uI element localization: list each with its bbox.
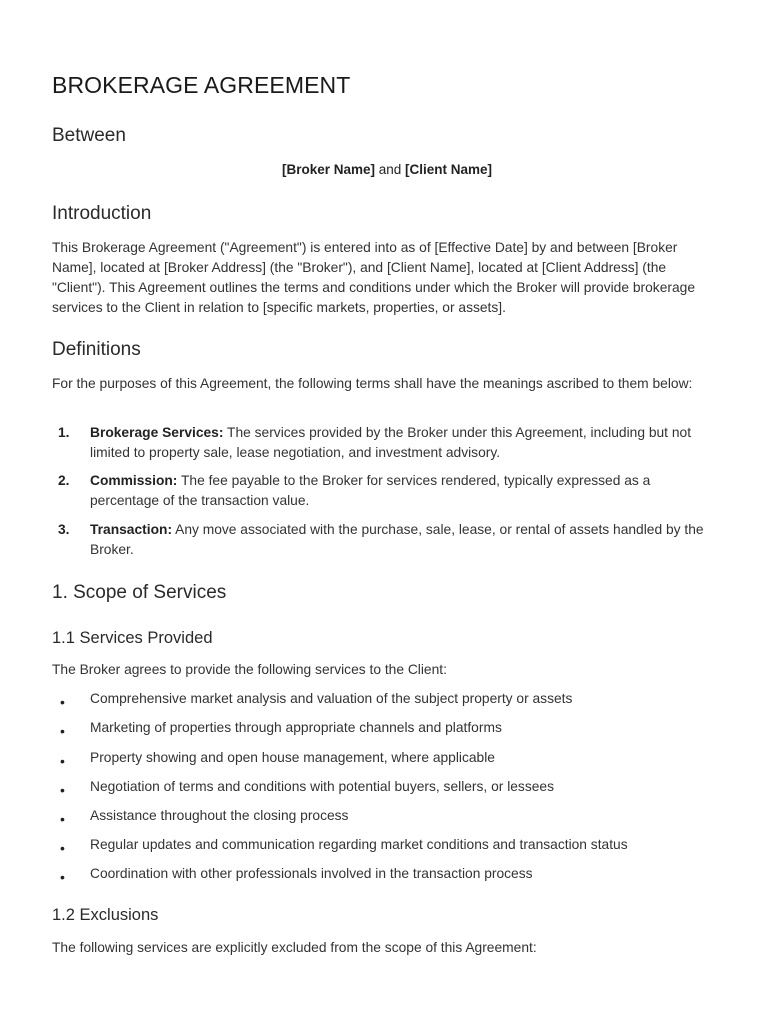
service-item-text: Assistance throughout the closing process: [90, 808, 349, 823]
definition-text: The fee payable to the Broker for services rendered, typically expressed as a percentage of the transaction value.: [90, 473, 651, 508]
definitions-lead: For the purposes of this Agreement, the following terms shall have the meanings ascribed to them below:: [52, 376, 693, 391]
bullet-icon: •: [60, 869, 65, 885]
parties-line: [52, 162, 722, 177]
definition-number: 2.: [58, 473, 70, 488]
introduction-heading: Introduction: [52, 203, 152, 224]
definition-term: Commission:: [90, 473, 178, 488]
definition-text: Any move associated with the purchase, sale, lease, or rental of assets handled by the Broker.: [90, 522, 704, 557]
exclusions-heading: 1.2 Exclusions: [52, 906, 159, 924]
definition-number: 3.: [58, 522, 70, 537]
exclusions-lead: The following services are explicitly excluded from the scope of this Agreement:: [52, 940, 537, 955]
services-provided-heading: 1.1 Services Provided: [52, 629, 213, 647]
definition-term: Transaction:: [90, 522, 173, 537]
bullet-icon: •: [60, 840, 65, 856]
service-item-text: Property showing and open house management, where applicable: [90, 750, 495, 765]
introduction-paragraph: This Brokerage Agreement ("Agreement") is entered into as of [Effective Date] by and between [Broker Name], located at [Broker Address] (the "Broker"), and [Client Name], located at [Client Address] (the "Client"). This Agreement outlines the terms and conditions under which the Broker will provide brokerage services to the Client in relation to [specific markets, properties, or assets].: [52, 240, 695, 315]
bullet-icon: •: [60, 782, 65, 798]
scope-heading: 1. Scope of Services: [52, 582, 227, 603]
definition-number: 1.: [58, 425, 70, 440]
bullet-icon: •: [60, 694, 65, 710]
service-item-text: Negotiation of terms and conditions with potential buyers, sellers, or lessees: [90, 779, 554, 794]
definition-term: Brokerage Services:: [90, 425, 224, 440]
bullet-icon: •: [60, 753, 65, 769]
document-title: BROKERAGE AGREEMENT: [52, 72, 351, 98]
parties-connector: and: [374, 162, 406, 177]
client-name-placeholder: [Client Name]: [405, 162, 493, 177]
service-item-text: Coordination with other professionals involved in the transaction process: [90, 866, 533, 881]
services-provided-lead: The Broker agrees to provide the following services to the Client:: [52, 662, 447, 677]
bullet-icon: •: [60, 811, 65, 827]
service-item-text: Regular updates and communication regarding market conditions and transaction status: [90, 837, 628, 852]
service-item-text: Marketing of properties through appropriate channels and platforms: [90, 720, 502, 735]
definition-text: The services provided by the Broker under this Agreement, including but not limited to property sale, lease negotiation, and investment advisory.: [90, 425, 692, 460]
definitions-heading: Definitions: [52, 339, 141, 360]
between-heading: Between: [52, 125, 126, 146]
service-item-text: Comprehensive market analysis and valuation of the subject property or assets: [90, 691, 573, 706]
broker-name-placeholder: [Broker Name]: [281, 162, 375, 177]
bullet-icon: •: [60, 723, 65, 739]
